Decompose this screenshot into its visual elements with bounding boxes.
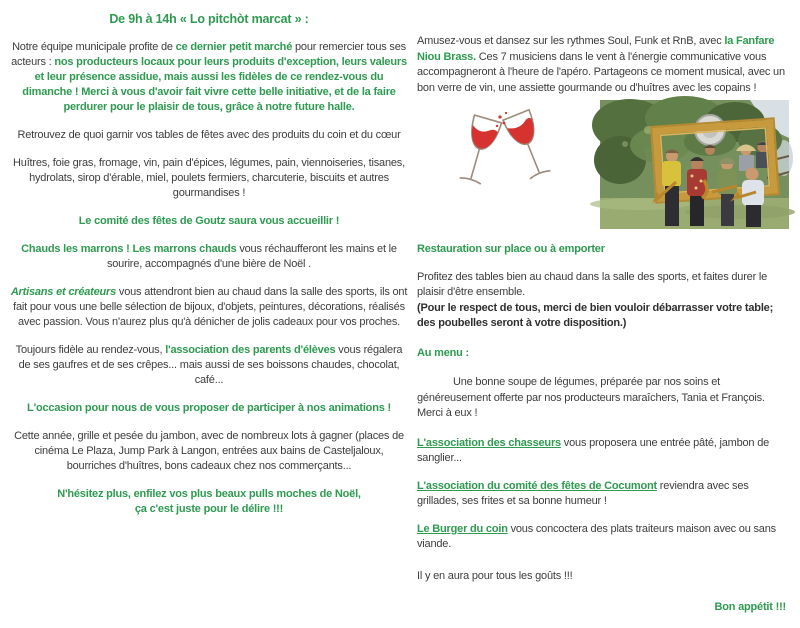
- highlight-parents-association: l'association des parents d'élèves: [165, 344, 336, 356]
- highlight-burger: Le Burger du coin: [417, 522, 508, 535]
- cocumont-paragraph: [417, 479, 789, 510]
- text-run: N'hésitez plus, enfilez vos plus beaux pulls moches de Noël,: [57, 488, 361, 500]
- highlight-artisans: Artisans et créateurs: [10, 286, 117, 298]
- comite-goutz-line: Le comité des fêtes de Goutz saura vous accueillir !: [78, 215, 340, 227]
- parents-association-paragraph: [10, 343, 408, 388]
- soup-paragraph: Une bonne soupe de légumes, préparée par nos soins et généreusement offerte par nos producteurs maraîchers, Tania et François. Merci à eux !: [417, 376, 765, 419]
- products-intro-paragraph: Retrouvez de quoi garnir vos tables de fêtes avec des produits du coin et du cœur: [17, 129, 401, 141]
- text-run: Notre équipe municipale profite de: [12, 41, 176, 53]
- text-run: Ces 7 musiciens dans le vent à l'énergie communicative vous accompagneront à l'heure de l'apéro. Partageons ce moment musical, avec un bon verre de vin, une assiette gourmande ou d'huîtres avec les copains !: [417, 50, 785, 94]
- animations-line: L'occasion pour nous de vous proposer de participer à nos animations !: [27, 402, 391, 414]
- page-title: De 9h à 14h « Lo pitchòt marcat » :: [109, 12, 309, 26]
- respect-note-paragraph: (Pour le respect de tous, merci de bien vouloir débarrasser votre table; des poubelles seront à votre disposition.): [417, 301, 774, 329]
- highlight-chasseurs: L'association des chasseurs: [417, 436, 561, 449]
- right-wine-glass: [503, 110, 553, 180]
- marrons-paragraph: [10, 242, 408, 272]
- text-run: reviendra avec ses grillades, ses frites et sa bonne humeur !: [417, 479, 749, 507]
- products-list-paragraph: Huîtres, foie gras, fromage, vin, pain d'épices, légumes, pain, viennoiseries, tisanes, hydrolats, sirop d'érable, miel, poulets fermiers, charcuterie, biscuits et autres gourmandises !: [13, 157, 405, 199]
- restauration-heading: Restauration sur place ou à emporter: [417, 243, 605, 255]
- text-run: Amusez-vous et dansez sur les rythmes Soul, Funk et RnB, avec: [417, 35, 725, 47]
- text-run: vous concoctera des plats traiteurs maison avec ou sans viande.: [417, 522, 776, 550]
- text-run: vous réchaufferont les mains et le sourire, accompagnés d'une bière de Noël .: [106, 243, 397, 270]
- artisans-paragraph: [10, 285, 408, 330]
- chasseurs-paragraph: [417, 436, 789, 467]
- wine-glasses-clipart: [453, 106, 551, 210]
- text-run: vous régalera de ses gaufres et de ses crêpes... mais aussi de ses boissons chaudes, chocolat, café...: [18, 344, 403, 386]
- menu-heading: Au menu :: [417, 346, 469, 359]
- left-wine-glass: [457, 115, 502, 185]
- left-column: [10, 12, 408, 530]
- intro-paragraph: [10, 40, 408, 115]
- right-column: [417, 34, 789, 628]
- text-run: pour remercier tous ses acteurs :: [11, 41, 406, 68]
- lots-paragraph: Cette année, grille et pesée du jambon, avec de nombreux lots à gagner (places de cinéma Le Plaza, Jump Park à Langon, entrées aux bains de Casteljaloux, bourriches d'huîtres, bons cadeaux chez nos commerçants...: [14, 430, 404, 472]
- text-run: vous attendront bien au chaud dans la salle des sports, ils ont fait pour vous une belle sélection de bijoux, d'objets, peintures, décorations, réalisés avec passion. Vous n'aurez plus qu'à dénicher de jolis cadeaux pour vos proches.: [13, 286, 408, 328]
- highlight-fanfare: la Fanfare Niou Brass.: [417, 35, 775, 63]
- text-run: ça c'est juste pour le délire !!!: [134, 503, 284, 515]
- bon-appetit-line: Bon appétit !!!: [714, 601, 786, 613]
- media-row: [417, 100, 789, 233]
- highlight-cocumont: L'association du comité des fêtes de Cocumont: [417, 479, 657, 492]
- highlight-producers: nos producteurs locaux pour leurs produits d'exception, leurs valeurs et leur présence assidue, mais aussi les fidèles de ce rendez-vous du dimanche ! Merci à vous d'avoir fait vivre cette belle initiative, et de la faire perdurer pour le plaisir de tous, grâce à notre future halle.: [22, 56, 407, 113]
- fanfare-paragraph: [417, 34, 789, 96]
- band-photo: [600, 100, 789, 229]
- tables-paragraph: Profitez des tables bien au chaud dans la salle des sports, et faites durer le plaisir d'être ensemble.: [417, 270, 768, 298]
- highlight-marrons: Chauds les marrons ! Les marrons chauds: [21, 243, 237, 255]
- highlight-last-market: ce dernier petit marché: [175, 41, 293, 53]
- burger-paragraph: [417, 522, 789, 553]
- text-run: Toujours fidèle au rendez-vous,: [15, 344, 166, 356]
- text-run: vous proposera une entrée pâté, jambon de sanglier...: [417, 436, 770, 464]
- gouts-line: Il y en aura pour tous les goûts !!!: [417, 569, 573, 582]
- pulls-moches-line: [10, 487, 408, 517]
